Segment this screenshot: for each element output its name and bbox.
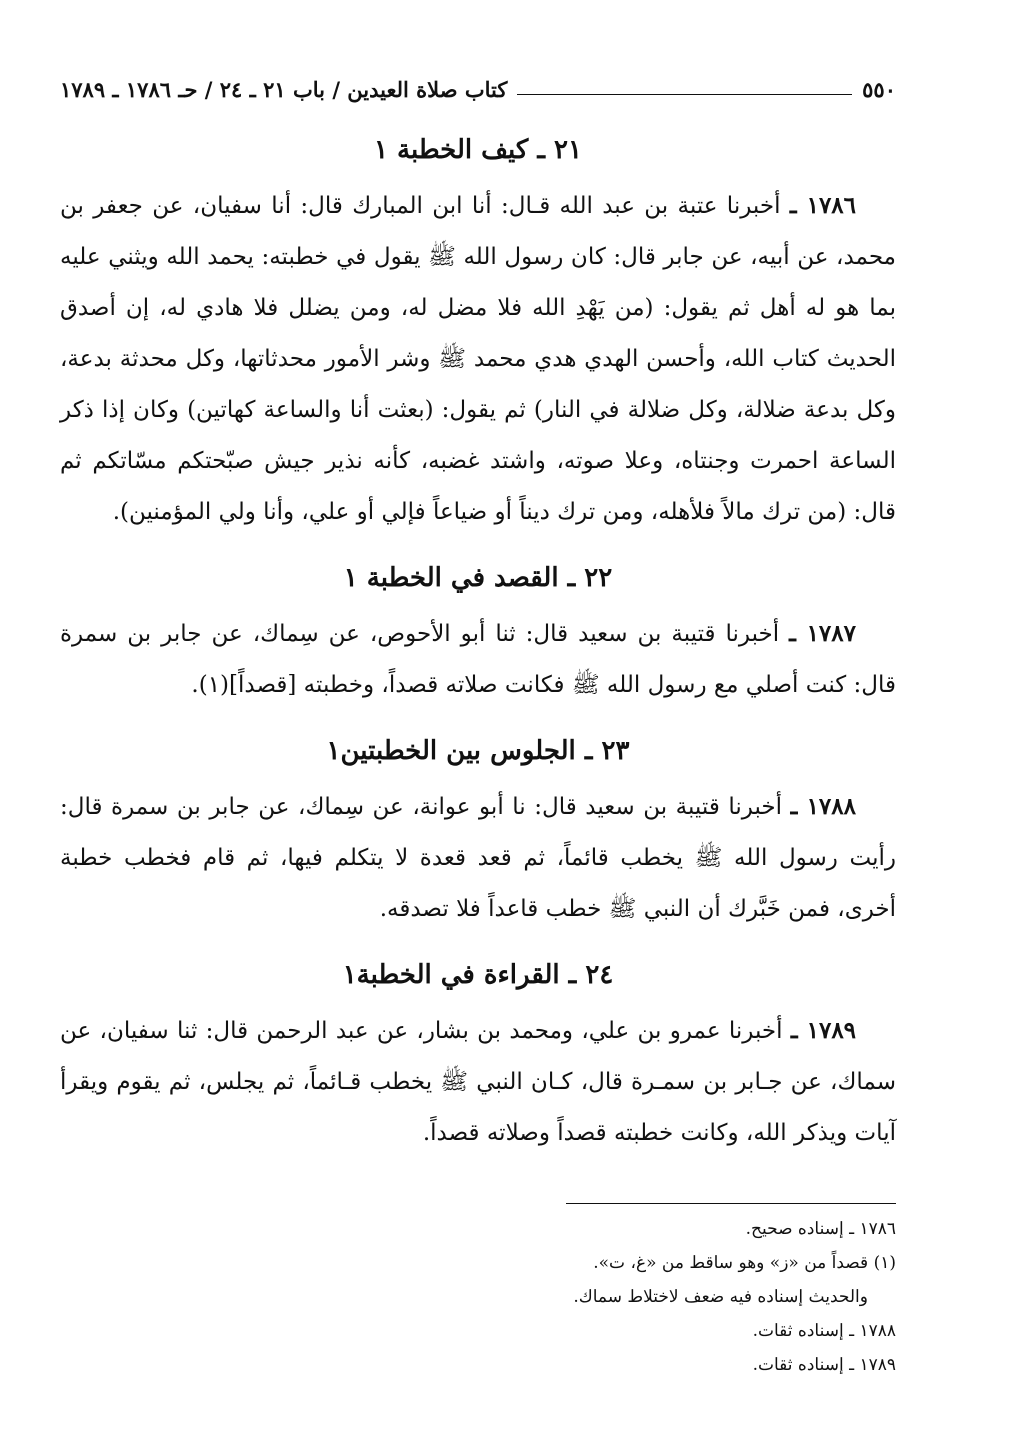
section-heading: ٢٤ ـ القراءة في الخطبة١ [342,960,614,990]
section-heading: ٢٣ ـ الجلوس بين الخطبتين١ [326,736,630,766]
hadith-text: أخبرنا عتبة بن عبد الله قـال: أنا ابن المبارك قال: أنا سفيان، عن جعفر بن محمد، عن أبيه، عن جابر قال: كان رسول الله ﷺ يقول في خطبته: يحمد الله ويثني عليه بما هو له أهل ثم يقول: (من يَهْدِ الله فلا مضل له، ومن يضلل فلا هادي له، إن أصدق الحديث كتاب الله، وأحسن الهدي هدي محمد ﷺ وشر الأمور محدثاتها، وكل محدثة بدعة، وكل بدعة ضلالة، وكل ضلالة في النار) ثم يقول: (بعثت أنا والساعة كهاتين) وكان إذا ذكر الساعة احمرت وجنتاه، وعلا صوته، واشتد غضبه، كأنه نذير جيش صبّحتكم مسّاتكم ثم قال: (من ترك مالاً فلأهله، ومن ترك ديناً أو ضياعاً فإلي أو علي، وأنا ولي المؤمنين). [60,193,896,525]
footnote-line: والحديث إسناده فيه ضعف لاختلاط سماك. [573,1287,868,1307]
hadith-paragraph [60,1005,896,1159]
footnote-line: (١) قصداً من «ز» وهو ساقط من «غ، ت». [593,1253,896,1273]
section-heading: ٢١ ـ كيف الخطبة ١ [374,135,582,165]
book-page [60,70,896,1410]
section-heading: ٢٢ ـ القصد في الخطبة ١ [343,563,613,593]
footnote-rule [566,1203,896,1204]
hadith-text: أخبرنا قتيبة بن سعيد قال: نا أبو عوانة، عن سِماك، عن جابر بن سمرة قال: رأيت رسول الله ﷺ يخطب قائماً، ثم قعد قعدة لا يتكلم فيها، ثم قام فخطب خطبة أخرى، فمن خَبَّرك أن النبي ﷺ خطب قاعداً فلا تصدقه. [60,794,896,922]
hadith-number: ١٧٨٩ ـ [790,1017,857,1044]
hadith-paragraph [60,608,896,711]
footnote-line: ١٧٨٩ ـ إسناده ثقات. [752,1355,896,1375]
footnotes [60,1212,896,1382]
section-24 [60,953,896,1159]
hadith-number: ١٧٨٦ ـ [789,192,857,219]
footnote-line: ١٧٨٦ ـ إسناده صحيح. [745,1219,896,1239]
page-number: ٥٥٠ [862,77,896,102]
section-21 [60,128,896,538]
hadith-text: أخبرنا عمرو بن علي، ومحمد بن بشار، عن عبد الرحمن قال: ثنا سفيان، عن سماك، عن جـابر بن سمـرة قال، كـان النبي ﷺ يخطب قـائماً، ثم يجلس، ثم يقوم ويقرأ آيات ويذكر الله، وكانت خطبته قصداً وصلاته قصداً. [60,1018,896,1146]
hadith-number: ١٧٨٨ ـ [790,793,856,820]
hadith-paragraph [60,781,896,935]
running-head [60,70,896,110]
section-22 [60,556,896,711]
footnote-line: ١٧٨٨ ـ إسناده ثقات. [752,1321,896,1341]
hadith-text: أخبرنا قتيبة بن سعيد قال: ثنا أبو الأحوص، عن سِماك، عن جابر بن سمرة قال: كنت أصلي مع رسول الله ﷺ فكانت صلاته قصداً، وخطبته [قصداً](١). [60,621,896,698]
section-23 [60,729,896,935]
running-title: كتاب صلاة العيدين / باب ٢١ ـ ٢٤ / حـ ١٧٨٦ ـ ١٧٨٩ [60,77,508,102]
header-rule [517,94,852,95]
hadith-paragraph [60,180,896,538]
hadith-number: ١٧٨٧ ـ [789,620,856,647]
